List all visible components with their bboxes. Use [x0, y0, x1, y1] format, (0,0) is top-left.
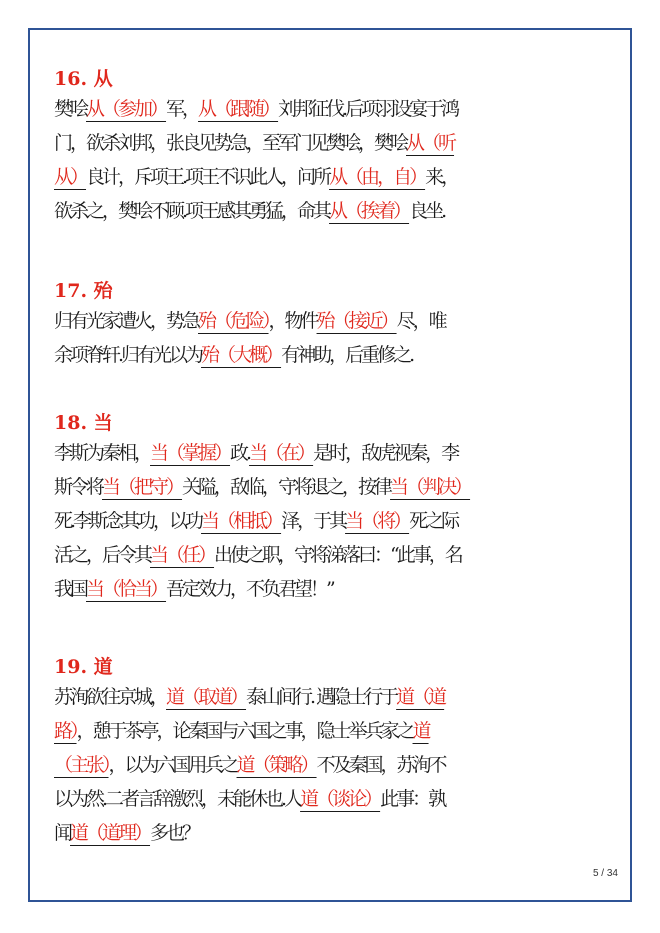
passage-text: 樊哙	[54, 98, 87, 120]
passage-text: 刘邦征伐.后项羽设宴于鸿	[278, 98, 458, 120]
gloss-highlight: 道（道理）	[70, 822, 151, 844]
passage-text: 多也？	[150, 822, 199, 844]
text-line	[54, 436, 614, 470]
entry-paragraph	[54, 304, 614, 372]
gloss-highlight: 殆（大概）	[201, 344, 282, 366]
passage-text: 吾定效力，不负君望！”	[166, 578, 333, 600]
entry-heading: 19. 道	[54, 656, 113, 678]
gloss-highlight: 从（由，自）	[329, 166, 426, 188]
passage-text: 我国	[54, 578, 87, 600]
text-line	[54, 714, 614, 748]
passage-text: 以为然.二者言辞激烈，未能休也.人	[54, 788, 301, 810]
passage-text: 斯令将	[54, 476, 103, 498]
passage-text: 来，	[425, 166, 458, 188]
passage-text: 欲杀之，樊哙不顾.项王感其勇猛，命其	[54, 200, 330, 222]
text-line	[54, 572, 614, 606]
passage-text: 关隘，敌临，守将退之，按律	[182, 476, 391, 498]
gloss-highlight: 当（将）	[345, 510, 410, 532]
text-line	[54, 782, 614, 816]
text-line	[54, 194, 614, 228]
text-line	[54, 160, 614, 194]
text-line	[54, 504, 614, 538]
text-line	[54, 748, 614, 782]
entry-heading: 16. 从	[54, 68, 113, 90]
passage-text: 门，欲杀刘邦，张良见势急，至军门见樊哙，樊哙	[54, 132, 407, 154]
gloss-highlight: 殆（接近）	[316, 310, 397, 332]
text-line	[54, 126, 614, 160]
gloss-highlight: 当（相抵）	[201, 510, 282, 532]
entry-heading: 17. 殆	[54, 280, 113, 302]
entry-paragraph	[54, 92, 614, 228]
passage-text: 有神助，后重修之.	[281, 344, 413, 366]
entry-17	[54, 278, 614, 372]
passage-text: 活之，后令其	[54, 544, 151, 566]
passage-text: ，物件	[268, 310, 317, 332]
gloss-highlight: 从（挨着）	[329, 200, 410, 222]
passage-text: 李斯为秦相，	[54, 442, 151, 464]
passage-text: 不及秦国，苏洵不	[316, 754, 445, 776]
entry-18	[54, 410, 614, 606]
passage-text: 泰山间行. 遇隐士行于	[246, 686, 397, 708]
text-line	[54, 92, 614, 126]
gloss-highlight: 当（恰当）	[86, 578, 167, 600]
passage-text: 军，	[166, 98, 199, 120]
text-line	[54, 304, 614, 338]
gloss-highlight: 路）	[54, 720, 77, 742]
gloss-highlight: 当（掌握）	[150, 442, 231, 464]
passage-text: 闻	[54, 822, 71, 844]
passage-text: 此事：孰	[380, 788, 445, 810]
entry-heading: 18. 当	[54, 412, 113, 434]
passage-text: 是时，敌虎视秦，李	[313, 442, 458, 464]
entry-paragraph	[54, 436, 614, 606]
passage-text: 良计，斥项王.项王不识此人，问所	[86, 166, 330, 188]
entry-paragraph	[54, 680, 614, 850]
gloss-highlight: 道	[412, 720, 429, 742]
gloss-highlight: 从（听	[406, 132, 455, 154]
gloss-highlight: 道（谈论）	[300, 788, 381, 810]
text-line	[54, 338, 614, 372]
passage-text: 良坐.	[409, 200, 445, 222]
passage-text: 归有光家遭火，势急	[54, 310, 199, 332]
text-line	[54, 538, 614, 572]
gloss-highlight: 道（取道）	[166, 686, 247, 708]
entry-16	[54, 66, 614, 228]
gloss-highlight: 从（跟随）	[198, 98, 279, 120]
gloss-highlight: 当（判决）	[390, 476, 471, 498]
gloss-highlight: 当（在）	[249, 442, 314, 464]
passage-text: 泽，于其	[281, 510, 346, 532]
passage-text: 尽，唯	[396, 310, 445, 332]
passage-text: ，以为六国用兵之	[108, 754, 237, 776]
passage-text: 余项脊轩.归有光以为	[54, 344, 202, 366]
text-line	[54, 470, 614, 504]
gloss-highlight: 从（参加）	[86, 98, 167, 120]
passage-text: 出使之职，守将涕落曰：“此事，名	[214, 544, 461, 566]
gloss-highlight: 殆（危险）	[198, 310, 269, 332]
passage-text: 政.	[230, 442, 250, 464]
text-line	[54, 680, 614, 714]
gloss-highlight: （主张）	[54, 754, 109, 776]
gloss-highlight: 道（策略）	[236, 754, 317, 776]
passage-text: 苏洵欲往京城，	[54, 686, 167, 708]
page-number: 5 / 34	[592, 868, 618, 879]
passage-text: 死之际	[409, 510, 458, 532]
passage-text: 死.李斯念其功，以功	[54, 510, 202, 532]
gloss-highlight: 道（道	[396, 686, 445, 708]
entry-19	[54, 654, 614, 850]
gloss-highlight: 从）	[54, 166, 87, 188]
gloss-highlight: 当（任）	[150, 544, 215, 566]
gloss-highlight: 当（把守）	[102, 476, 183, 498]
passage-text: ，憩于茶亭，论秦国与六国之事，隐士举兵家之	[76, 720, 413, 742]
text-line	[54, 816, 614, 850]
